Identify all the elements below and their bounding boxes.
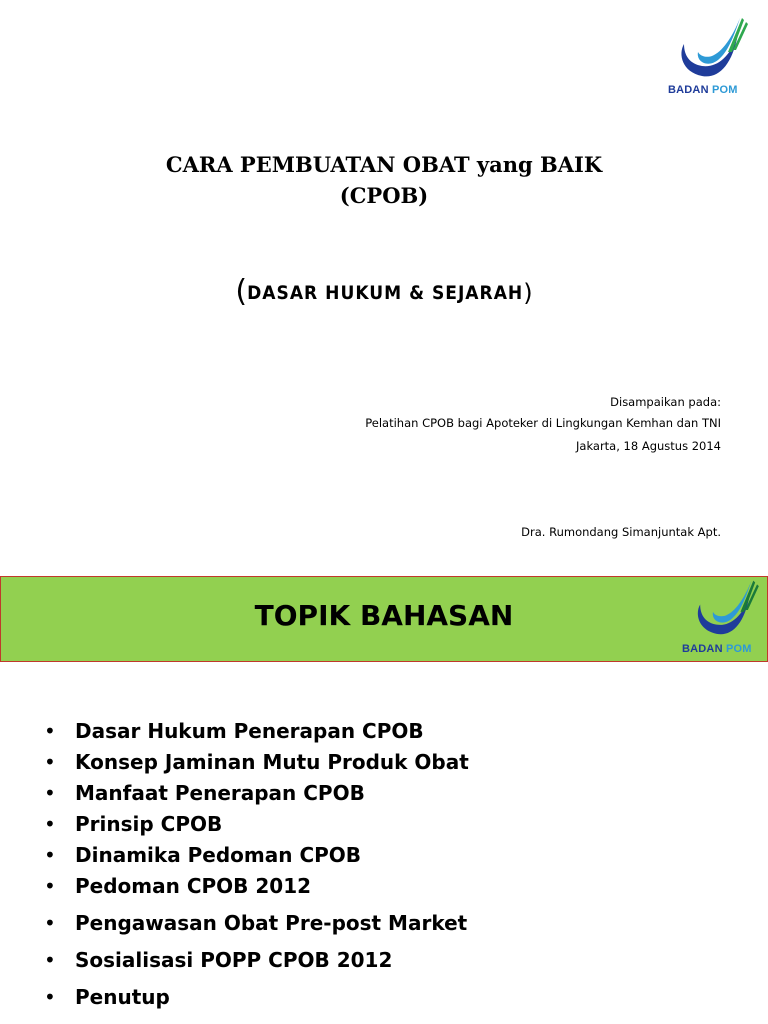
logo-text xyxy=(682,643,752,655)
presenter-name: Dra. Rumondang Simanjuntak Apt. xyxy=(521,525,721,539)
logo-pom-text: POM xyxy=(726,643,752,655)
list-item: • Penutup xyxy=(44,982,469,1013)
list-item: • Sosialisasi POPP CPOB 2012 xyxy=(44,945,469,976)
subtitle-text: DASAR HUKUM & SEJARAH xyxy=(247,282,524,304)
place-date-text: Jakarta, 18 Agustus 2014 xyxy=(576,439,721,453)
logo-badan-text: BADAN xyxy=(682,643,723,655)
list-item: • Konsep Jaminan Mutu Produk Obat xyxy=(44,747,469,778)
logo-pom-text: POM xyxy=(712,84,738,96)
list-item: • Dinamika Pedoman CPOB xyxy=(44,840,469,871)
list-item: • Prinsip CPOB xyxy=(44,809,469,840)
logo-badan-text: BADAN xyxy=(668,84,709,96)
badan-pom-swoosh-icon xyxy=(668,14,752,86)
badan-pom-logo-small xyxy=(684,577,768,661)
event-text: Pelatihan CPOB bagi Apoteker di Lingkungan Kemhan dan TNI xyxy=(365,416,721,430)
slide-title-line2: (CPOB) xyxy=(339,183,429,208)
subtitle-close-paren: ) xyxy=(523,279,533,307)
topic-list xyxy=(44,716,469,1013)
badan-pom-logo xyxy=(668,14,752,100)
slide-title-line1: CARA PEMBUATAN OBAT yang BAIK xyxy=(165,152,603,177)
list-item: • Manfaat Penerapan CPOB xyxy=(44,778,469,809)
list-item: • Pedoman CPOB 2012 xyxy=(44,871,469,902)
logo-text xyxy=(668,84,738,96)
topics-title: TOPIK BAHASAN xyxy=(254,599,514,632)
topics-slide xyxy=(0,575,768,1024)
badan-pom-swoosh-icon xyxy=(684,577,764,643)
list-item: • Pengawasan Obat Pre-post Market xyxy=(44,908,469,939)
list-item: • Dasar Hukum Penerapan CPOB xyxy=(44,716,469,747)
presented-label: Disampaikan pada: xyxy=(610,395,721,409)
subtitle-open-paren: ( xyxy=(235,274,248,309)
slide-subtitle xyxy=(0,274,768,309)
